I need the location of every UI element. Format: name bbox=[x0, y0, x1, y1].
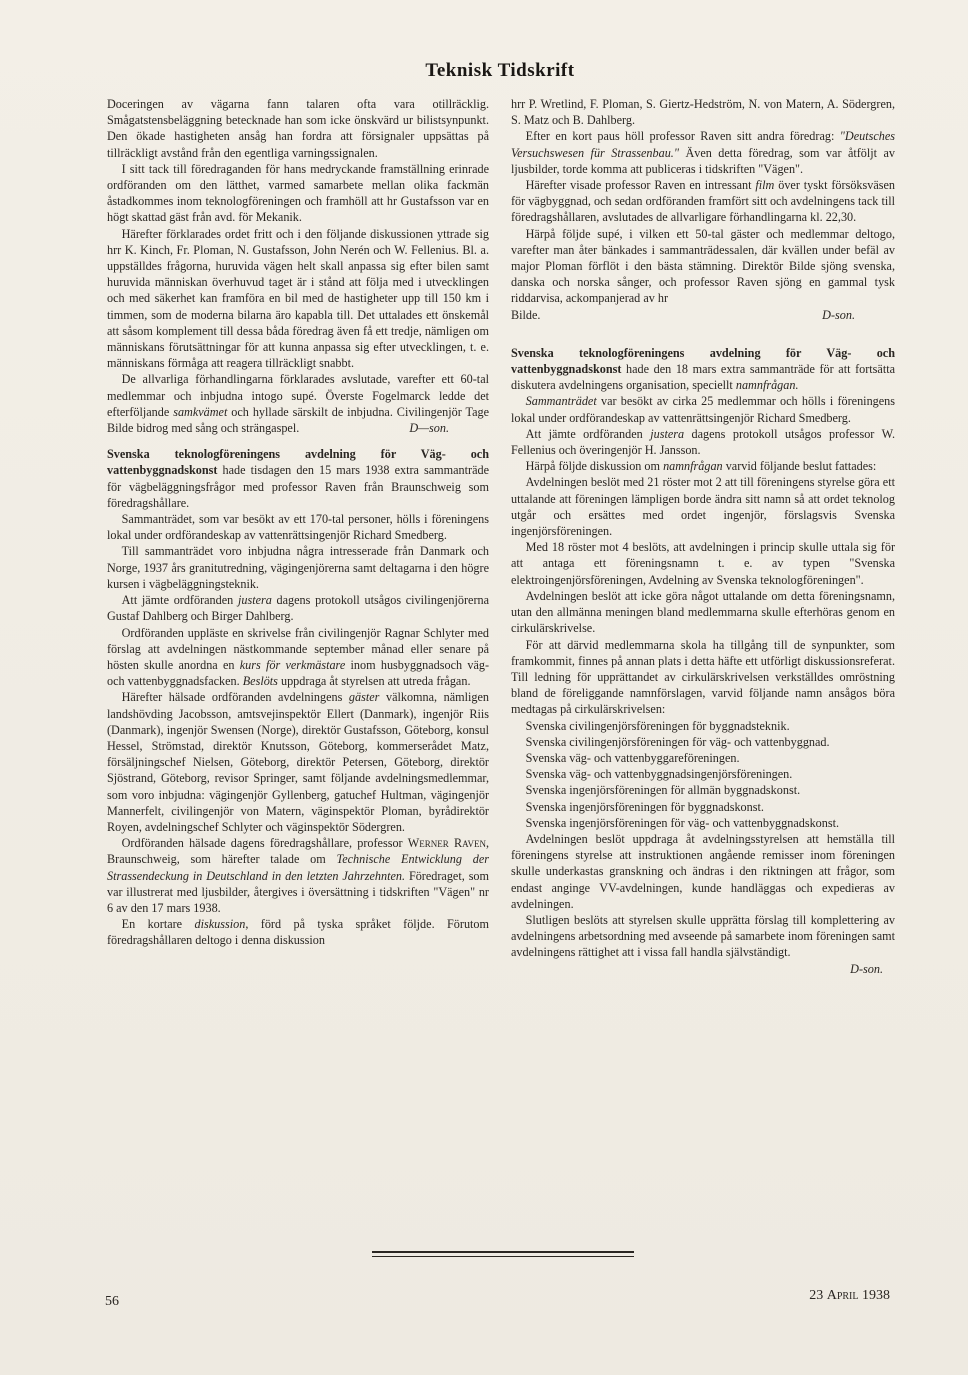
left-column bbox=[107, 96, 489, 949]
paragraph: hrr P. Wretlind, F. Ploman, S. Giertz-Hedström, N. von Matern, A. Södergren, S. Matz och B. Dahlberg. bbox=[511, 97, 895, 128]
paragraph: Härefter visade professor Raven en intressant film över tyskt försöksväsen för vägbyggnad, och sedan ordföranden framfört sitt och avdelningens tack till föredragshållaren, avslutades de allvarligare förhandlingarna kl. 22,30. bbox=[511, 178, 895, 225]
paragraph: Avdelningen beslöt att icke göra något uttalande om detta föreningsnamn, utan den allmänna meningen bland medlemmarna skulle efterhöras genom en cirkulärskrivelse. bbox=[511, 588, 895, 636]
paragraph: Bilde. D-son. bbox=[511, 307, 895, 323]
paragraph: Härefter hälsade ordföranden avdelningens gäster välkomna, nämligen landshövding Jacobsson, amtsvejinspektör Ellert (Danmark), ingenjör Riis (Danmark), ingenjör Swensen (Norge), direktör Gustafsson, Göteborg, konsul Hessel, Strömstad, direktör Knutsson, Göteborg, kommerserådet Matz, försäljningschef Nielsen, Göteborg, direktör Petersen, Göteborg, direktör Sjöstrand, Göteborg, revisor Springer, samt följande avdelningsmedlemmar, som voro inbjudna: vägingenjör Gyllenberg, gatuchef Hultman, vägingenjör Mannerfelt, civilingenjör von Matern, väginspektör Ploman, byrådirektör Royen, avdelningschef Schlyter och väginspektör Södergren. bbox=[107, 690, 490, 834]
list-item: Svenska ingenjörsföreningen för väg- och vattenbyggnadskonst. bbox=[525, 815, 840, 830]
list-item: Svenska ingenjörsföreningen för allmän byggnadskonst. bbox=[525, 783, 801, 798]
paragraph: För att därvid medlemmarna skola ha tillgång till de synpunkter, som framkommit, finnes på annan plats i detta häfte ett utförligt diskussionsreferat. Till ledning för upprättandet av cirkulärskrivelsen verkställdes omröstning bland de föreliggande namnförslagen, varvid följande namn ansågos böra medtagas på cirkulärskrivelsen: bbox=[511, 637, 895, 717]
signature: D—son. bbox=[409, 421, 449, 436]
paragraph: Att jämte ordföranden justera dagens protokoll utsågos civilingenjörerna Gustaf Dahlberg och Birger Dahlberg. bbox=[107, 593, 490, 624]
list-item: Svenska ingenjörsföreningen för byggnadskonst. bbox=[525, 799, 764, 814]
section-heading: Svenska teknologföreningens avdelning för Väg- och vattenbyggnadskonst hade tisdagen den 15 mars 1938 extra sammanträde för vägbeläggningsfrågor med professor Raven från Braunschweig som föredragshållare. bbox=[107, 447, 489, 510]
section-heading: Svenska teknologföreningens avdelning för Väg- och vattenbyggnadskonst hade den 18 mars extra sammanträde för att fortsätta diskutera avdelningens organisation, speciellt namnfrågan. bbox=[511, 345, 895, 393]
paragraph: Ordföranden hälsade dagens föredragshållare, professor Werner Raven, Braunschweig, som härefter talade om Technische Entwicklung der Strassendeckung in Deutschland in den letzten Jahrzehnten. Föredraget, som var illustrerat med ljusbilder, återgives i översättning i tidskriften "Vägen" nr 6 av den 17 mars 1938. bbox=[107, 836, 490, 915]
footer-rule bbox=[372, 1251, 634, 1253]
paragraph: En kortare diskussion, förd på tyska språket följde. Förutom föredragshållaren deltogo i denna diskussion bbox=[107, 917, 490, 948]
list-item: Svenska väg- och vattenbyggareföreningen. bbox=[525, 750, 740, 765]
paragraph: Med 18 röster mot 4 beslöts, att avdelningen i princip skulle uttala sig för att antaga ett föreningsnamn t. e. av typen "Svenska elektroingenjörsföreningen, Avdelning av Svenska teknologföreningen". bbox=[511, 540, 895, 587]
paragraph: Avdelningen beslöt uppdraga åt avdelningsstyrelsen att hemställa till föreningens styrelse att instruktionen angående remisser inom föreningen skulle underkastas granskning och ändras i den riktningen att frågor, som endast anginge VV-avdelningen, kunde handläggas och expedieras av avdelningen. bbox=[511, 831, 895, 911]
list-item: Svenska civilingenjörsföreningen för byggnadsteknik. bbox=[525, 718, 790, 733]
paragraph: Härpå följde diskussion om namnfrågan varvid följande beslut fattades: bbox=[525, 459, 877, 474]
paragraph: Att jämte ordföranden justera dagens protokoll utsågos professor W. Fellenius och överingenjör H. Jansson. bbox=[511, 426, 896, 458]
right-column bbox=[511, 96, 895, 977]
issue-date: 23 April 1938 bbox=[809, 1288, 890, 1303]
paragraph: Ordföranden uppläste en skrivelse från civilingenjör Ragnar Schlyter med förslag att avdelningen nästkommande september månad eller senare på hösten skulle anordna en kurs för verkmästare inom husbyggnadsoch väg- och vattenbyggnadsfacken. Beslöts uppdraga åt styrelsen att utreda frågan. bbox=[107, 625, 490, 689]
paragraph: Till sammanträdet voro inbjudna några intresserade från Danmark och Norge, 1937 års granitutredning, vägingenjörerna samt deltagarna i den högre kursen i vägbeläggningsteknik. bbox=[107, 544, 489, 591]
paragraph: Härpå följde supé, i vilken ett 50-tal gäster och medlemmar deltogo, varefter man åter bänkades i sammanträdessalen, där kvällen under befäl av major Ploman förflöt i den bästa stämning. Direktör Bilde sjöng svenska, danska och norska sånger, och professor Raven sjöng en gammal tysk riddarvisa, ackompanjerad av hr bbox=[511, 226, 895, 306]
footer-rule-thin bbox=[372, 1256, 634, 1257]
paragraph: Doceringen av vägarna fann talaren ofta vara otillräcklig. Smågatstensbeläggning betecknade han som icke önskvärd ur bilistsynpunkt. Den ökade hastigheten ansåg han fordra att försignaler uppsättas på tillräckligt avstånd från den egentliga varningssignalen. bbox=[107, 97, 489, 160]
paragraph: Härefter förklarades ordet fritt och i den följande diskussionen yttrade sig hrr K. Kinch, Fr. Ploman, N. Gustafsson, John Nerén och W. Fellenius. Bl. a. uppställdes frågorna, huruvida vägen helt skall anpassa sig efter bilen samt huruvida människan överhuvud taget är i stånd att följa med i utvecklingen och med säkerhet kan framföra en bil med de hastigheter upp till 150 km i timmen, som de moderna bilarna äro kapabla till. Det uttalades ett önskemål att såsom komplement till dessa båda föredrag även få ett tredje, nämligen om människans förutsättningar för att kunna anpassa sig efter utvecklingen, t. e. människans förmåga att reagera tillräckligt snabbt. bbox=[107, 226, 489, 371]
paragraph: Sammanträdet, som var besökt av ett 170-tal personer, hölls i föreningens lokal under ordförandeskap av vattenrättsingenjör Richard Smedberg. bbox=[107, 512, 489, 543]
paragraph: Avdelningen beslöt med 21 röster mot 2 att till föreningens styrelse göra ett uttalande att föreningen lämpligen borde ändra sitt namn så att ordet teknolog utgår och ersättes med ordet ingenjör, förslagsvis Svenska ingenjörsföreningen. bbox=[511, 475, 895, 539]
signature: D-son. bbox=[822, 307, 855, 322]
signature: D-son. bbox=[850, 961, 883, 976]
paragraph: Sammanträdet var besökt av cirka 25 medlemmar och hölls i föreningens lokal under ordförandeskap av vattenrättsingenjör Richard Smedberg. bbox=[511, 394, 896, 425]
list-item: Svenska väg- och vattenbyggnadsingenjörsföreningen. bbox=[525, 767, 793, 782]
paragraph: Slutligen beslöts att styrelsen skulle upprätta förslag till komplettering av avdelningens arbetsordning med avseende på samarbete inom föreningen samt avdelningens rättighet att i vissa fall handla självständigt. bbox=[511, 912, 895, 960]
list-item: Svenska civilingenjörsföreningen för väg- och vattenbyggnad. bbox=[525, 734, 830, 749]
masthead-title: Teknisk Tidskrift bbox=[425, 60, 575, 81]
paragraph: I sitt tack till föredraganden för hans medryckande framställning erinrade ordföranden om den lätthet, varmed samarbete mellan olika fackmän åstadkommes inom teknologföreningen och framhöll att hr Gustafsson var en högt skattad gäst från avd. för Mekanik. bbox=[107, 161, 489, 225]
page-number: 56 bbox=[105, 1294, 119, 1309]
paragraph: Efter en kort paus höll professor Raven sitt andra föredrag: "Deutsches Versuchswesen für Strassenbau." Även detta föredrag, som var åtföljt av ljusbilder, torde komma att publiceras i tidskriften "Vägen". bbox=[511, 129, 895, 176]
paragraph: De allvarliga förhandlingarna förklarades avslutade, varefter ett 60-tal medlemmar och inbjudna intogo supé. Överste Fogelmarck ledde det efterföljande samkvämet och hyllade särskilt de inbjudna. Civilingenjör Tage Bilde bidrog med sång och strängaspel. D—son. bbox=[107, 372, 490, 436]
